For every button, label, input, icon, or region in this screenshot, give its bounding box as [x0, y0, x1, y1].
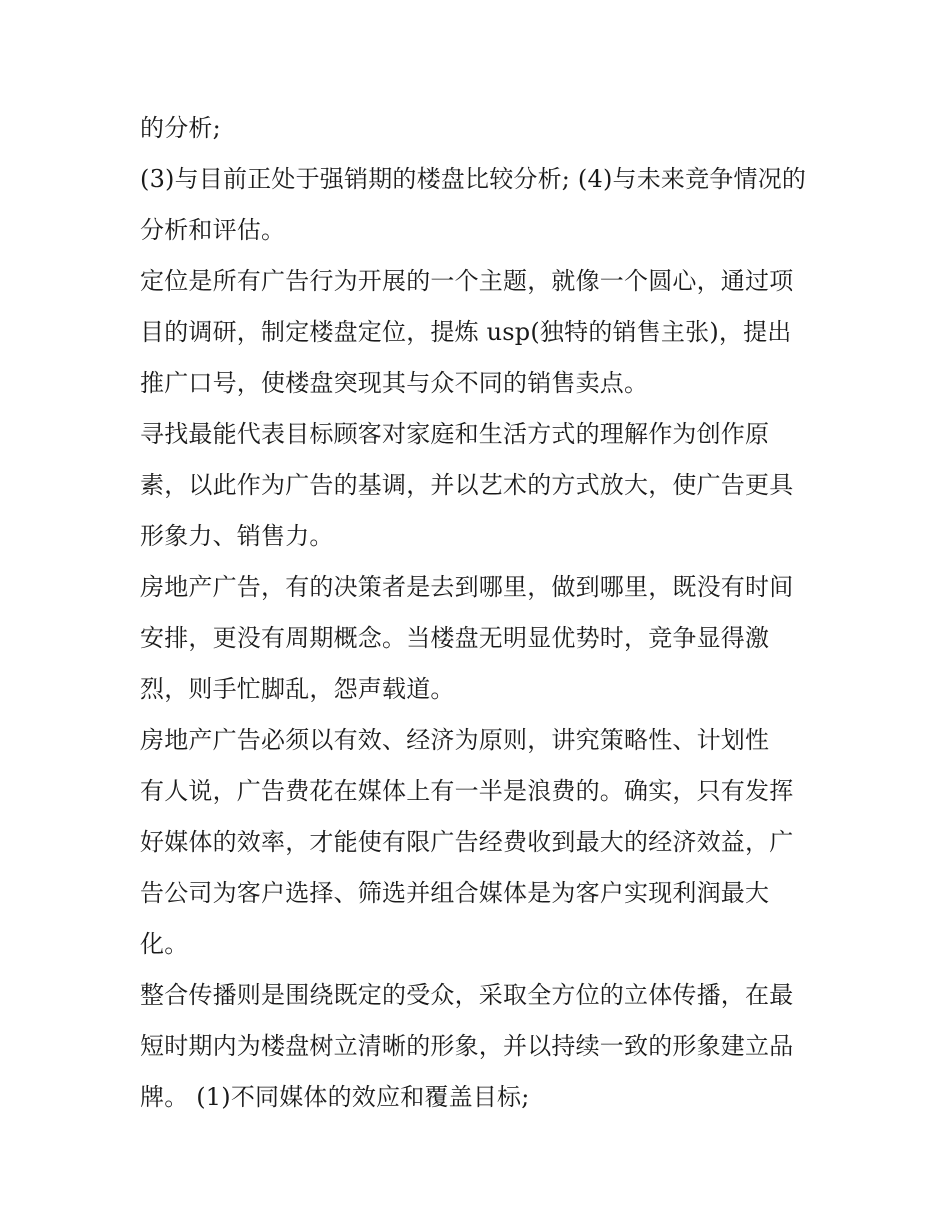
text-line: 定位是所有广告行为开展的一个主题，就像一个圆心，通过项: [140, 267, 794, 295]
text-line: 牌。 (1)不同媒体的效应和覆盖目标;: [140, 1083, 530, 1111]
text-line: 分析和评估。: [140, 216, 286, 244]
text-line: 化。: [140, 930, 189, 958]
text-line: 房地产广告必须以有效、经济为原则，讲究策略性、计划性: [140, 726, 770, 754]
text-line: 烈，则手忙脚乱，怨声载道。: [140, 675, 455, 703]
text-line: 整合传播则是围绕既定的受众，采取全方位的立体传播，在最: [140, 981, 794, 1009]
text-line: 形象力、销售力。: [140, 522, 334, 550]
text-line: 安排，更没有周期概念。当楼盘无明显优势时，竞争显得激: [140, 624, 770, 652]
text-line: (3)与目前正处于强销期的楼盘比较分析; (4)与未来竞争情况的: [140, 165, 807, 193]
text-line: 推广口号，使楼盘突现其与众不同的销售卖点。: [140, 369, 649, 397]
text-line: 素，以此作为广告的基调，并以艺术的方式放大，使广告更具: [140, 471, 794, 499]
text-line: 的分析;: [140, 114, 221, 142]
text-line: 好媒体的效率，才能使有限广告经费收到最大的经济效益，广: [140, 828, 794, 856]
text-line: 短时期内为楼盘树立清晰的形象，并以持续一致的形象建立品: [140, 1032, 794, 1060]
text-line: 目的调研，制定楼盘定位，提炼 usp(独特的销售主张)，提出: [140, 318, 792, 346]
text-line: 告公司为客户选择、筛选并组合媒体是为客户实现利润最大: [140, 879, 770, 907]
text-line: 有人说，广告费花在媒体上有一半是浪费的。确实，只有发挥: [140, 777, 794, 805]
document-body: [140, 103, 820, 1123]
text-line: 寻找最能代表目标顾客对家庭和生活方式的理解作为创作原: [140, 420, 770, 448]
text-line: 房地产广告，有的决策者是去到哪里，做到哪里，既没有时间: [140, 573, 794, 601]
